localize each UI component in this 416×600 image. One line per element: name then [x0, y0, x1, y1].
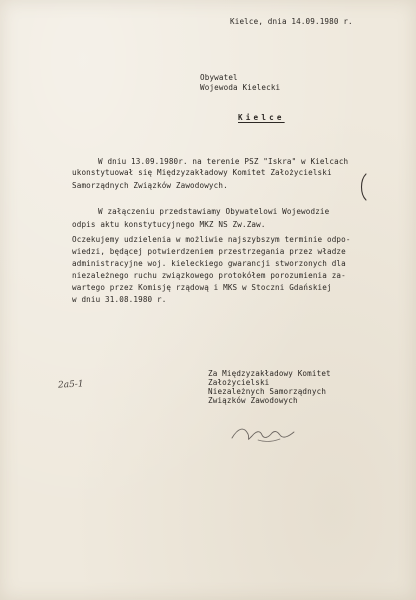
body-paragraph-3-line-2: wiedzi, będącej potwierdzeniem przestrzegania przez władze — [72, 247, 346, 256]
handwritten-note: 2a5-1 — [57, 379, 84, 391]
addressee-line-2: Wojewoda Kielecki — [200, 83, 281, 92]
body-paragraph-3-line-5: wartego przez Komisję rządową i MKS w Stoczni Gdańskiej — [72, 283, 332, 292]
body-paragraph-3-line-1: Oczekujemy udzielenia w możliwie najszybszym terminie odpo- — [72, 235, 351, 244]
body-paragraph-3-line-4: niezależnego ruchu związkowego protokółem porozumienia za- — [72, 271, 346, 280]
signature-block-line-1: Za Międzyzakładowy Komitet — [208, 369, 331, 378]
body-paragraph-1-line-3: Samorządnych Związków Zawodowych. — [72, 181, 228, 190]
margin-bracket-mark — [356, 172, 370, 202]
handwritten-signature — [228, 420, 298, 446]
signature-block-line-4: Związków Zawodowych — [208, 396, 298, 405]
addressee-line-1: Obywatel — [200, 73, 238, 82]
city-heading: Kielce — [238, 113, 285, 122]
body-paragraph-1-line-1: W dniu 13.09.1980r. na terenie PSZ "Iskra" w Kielcach — [98, 157, 349, 166]
signature-block-line-3: Niezależnych Samorządnych — [208, 387, 327, 396]
body-paragraph-2-line-2: odpis aktu konstytucyjnego MKZ NS Zw.Zaw. — [72, 220, 266, 229]
date-line: Kielce, dnia 14.09.1980 r. — [230, 17, 353, 26]
body-paragraph-1-line-2: ukonstytuował się Międzyzakładowy Komitet Założycielski — [72, 168, 332, 177]
body-paragraph-3-line-6: w dniu 31.08.1980 r. — [72, 295, 167, 304]
body-paragraph-2-line-1: W załączeniu przedstawiamy Obywatelowi Wojewodzie — [98, 207, 330, 216]
body-paragraph-3-line-3: administracyjne woj. kieleckiego gwarancji stworzonych dla — [72, 259, 346, 268]
signature-block-line-2: Założycielski — [208, 378, 270, 387]
